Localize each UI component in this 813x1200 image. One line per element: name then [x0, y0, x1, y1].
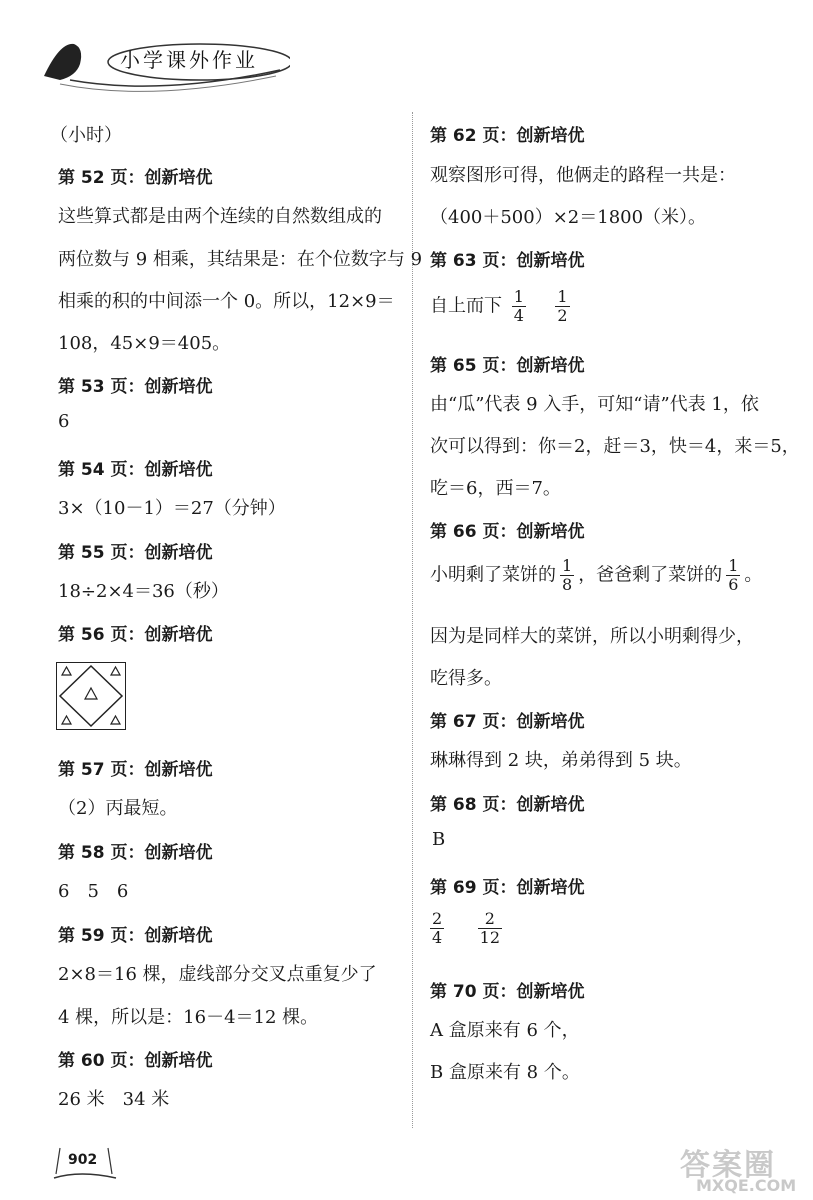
- section-heading: 第 67 页：创新培优: [430, 712, 585, 732]
- answer-line: [430, 910, 506, 947]
- answer-line: 由“瓜”代表 9 入手，可知“请”代表 1，依: [430, 394, 759, 415]
- answer-line: 相乘的积的中间添一个 0。所以，12×9＝: [58, 291, 395, 312]
- answer-line: 两位数与 9 相乘，其结果是：在个位数字与 9: [58, 249, 423, 270]
- answer-line: 小明剩了菜饼的 $\frac{1}{8}$ ，爸爸剩了菜饼的 $\frac{1}{6}$ 。: [430, 556, 763, 594]
- answer-line: B 盒原来有 8 个。: [430, 1062, 580, 1083]
- book-header: [40, 36, 290, 96]
- answer-line: 这些算式都是由两个连续的自然数组成的: [58, 206, 382, 227]
- section-heading: 第 58 页：创新培优: [58, 843, 213, 863]
- watermark-url: MXQE.COM: [696, 1176, 797, 1195]
- answer-line: B: [432, 829, 446, 850]
- section-heading: 第 53 页：创新培优: [58, 377, 213, 397]
- section-heading: 第 59 页：创新培优: [58, 926, 213, 946]
- answer-line: 吃得多。: [430, 668, 502, 689]
- answer-line: A 盒原来有 6 个，: [430, 1020, 580, 1041]
- section-heading: 第 60 页：创新培优: [58, 1051, 213, 1071]
- watermark: [676, 1140, 806, 1198]
- watermark-logo: 答案圈: [680, 1148, 776, 1183]
- answer-line: 次可以得到：你＝2，赶＝3，快＝4，来＝5，: [430, 436, 800, 457]
- answer-line: 26 米 34 米: [58, 1089, 170, 1110]
- section-heading: 第 55 页：创新培优: [58, 543, 213, 563]
- answer-line: [430, 288, 574, 325]
- section-heading: 第 62 页：创新培优: [430, 126, 585, 146]
- section-heading: 第 70 页：创新培优: [430, 982, 585, 1002]
- answer-text: 自上而下: [430, 295, 502, 317]
- answer-line: 108，45×9＝405。: [58, 333, 231, 354]
- fraction: $\frac{1}{2}$: [557, 287, 568, 325]
- section-heading: 第 54 页：创新培优: [58, 460, 213, 480]
- answer-line: 吃＝6，西＝7。: [430, 478, 561, 499]
- answer-line: 琳琳得到 2 块，弟弟得到 5 块。: [430, 750, 692, 771]
- answer-line: 3×（10－1）＝27（分钟）: [58, 498, 286, 519]
- answer-line: 2×8＝16 棵，虚线部分交叉点重复少了: [58, 964, 377, 985]
- fraction: $\frac{1}{6}$: [728, 556, 739, 594]
- answer-line: 18÷2×4＝36（秒）: [58, 581, 229, 602]
- book-title: 小学课外作业: [120, 48, 258, 72]
- triangle-diamond-figure: [56, 662, 126, 730]
- answer-line: （小时）: [50, 125, 122, 146]
- fraction: $\frac{2}{12}$: [479, 909, 501, 947]
- fraction: $\frac{2}{4}$: [432, 909, 443, 947]
- section-heading: 第 57 页：创新培优: [58, 760, 213, 780]
- section-heading: 第 68 页：创新培优: [430, 795, 585, 815]
- triangle-diamond-icon: [57, 663, 125, 729]
- page-number: 902: [68, 1152, 98, 1168]
- section-heading: 第 65 页：创新培优: [430, 356, 585, 376]
- section-heading: 第 52 页：创新培优: [58, 168, 213, 188]
- answer-line: 观察图形可得，他俩走的路程一共是：: [430, 165, 736, 186]
- fraction: $\frac{1}{4}$: [513, 287, 524, 325]
- fraction: $\frac{1}{8}$: [562, 556, 573, 594]
- section-heading: 第 69 页：创新培优: [430, 878, 585, 898]
- section-heading: 第 66 页：创新培优: [430, 522, 585, 542]
- answer-line: 4 棵，所以是：16－4＝12 棵。: [58, 1007, 319, 1028]
- answer-line: 6: [58, 411, 70, 432]
- section-heading: 第 56 页：创新培优: [58, 625, 213, 645]
- section-heading: 第 63 页：创新培优: [430, 251, 585, 271]
- answer-line: （400＋500）×2＝1800（米）。: [430, 207, 707, 228]
- answer-line: 6 5 6: [58, 881, 129, 902]
- answer-line: 因为是同样大的菜饼，所以小明剩得少，: [430, 626, 754, 647]
- answer-line: （2）丙最短。: [58, 798, 178, 819]
